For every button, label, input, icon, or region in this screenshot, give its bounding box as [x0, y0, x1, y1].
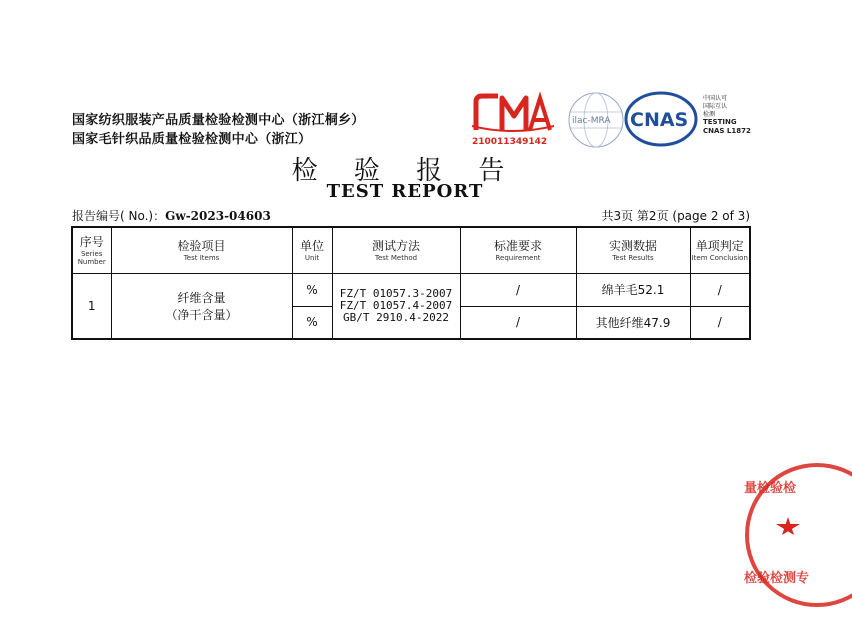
series-cell: 1: [72, 273, 111, 339]
item-line1: 纤维含量: [177, 290, 226, 305]
item-line2: （净干含量）: [165, 307, 238, 322]
header-conclusion: 单项判定 Item Conclusion: [690, 227, 750, 273]
requirement-cell-1: /: [460, 273, 576, 306]
report-title-en: TEST REPORT: [326, 181, 484, 202]
method-line2: FZ/T 01057.4-2007: [339, 298, 453, 312]
cnas-logo-icon: [626, 93, 751, 145]
organization-name-line1: 国家纺织服装产品质量检验检测中心（浙江桐乡）: [72, 113, 365, 128]
cnas-text-2: 国际互认: [703, 103, 728, 110]
header-items: 检验项目 Test Items: [111, 227, 292, 273]
result-cell-2: 其他纤维47.9: [576, 306, 690, 339]
result-cell-1: 绵羊毛52.1: [576, 273, 690, 306]
header-results: 实测数据 Test Results: [576, 227, 690, 273]
table-header-row: [72, 227, 750, 273]
method-line3: GB/T 2910.4-2022: [343, 310, 449, 324]
cma-number: 210011349142: [472, 137, 548, 147]
method-cell: [332, 273, 460, 339]
seal-text-top: 量检验检: [744, 481, 797, 496]
unit-cell-2: %: [292, 306, 332, 339]
accreditation-logos: [468, 90, 768, 150]
report-number: [72, 207, 271, 224]
official-seal-stamp: [742, 460, 852, 610]
cnas-text-4: TESTING: [703, 118, 737, 126]
seal-text-bottom: 检验检测专: [744, 571, 810, 586]
ilac-mra-icon: [569, 93, 623, 147]
requirement-cell-2: /: [460, 306, 576, 339]
seal-star-icon: [776, 517, 800, 535]
header-method: 测试方法 Test Method: [332, 227, 460, 273]
report-title-cn: 检 验 报 告: [291, 156, 519, 186]
results-table: [71, 226, 751, 340]
cnas-text-1: 中国认可: [703, 95, 728, 102]
unit-cell-1: %: [292, 273, 332, 306]
report-number-value: Gw-2023-04603: [165, 209, 271, 223]
header-series: 序号 Series Number: [72, 227, 111, 273]
header-unit: 单位 Unit: [292, 227, 332, 273]
page-info: 共3页 第2页 (page 2 of 3): [601, 209, 750, 223]
method-line1: FZ/T 01057.3-2007: [339, 286, 453, 300]
ilac-text: ilac-MRA: [572, 116, 611, 126]
report-number-label: 报告编号( No.)：: [72, 209, 166, 223]
organization-name-line2: 国家毛针织品质量检验检测中心（浙江）: [72, 132, 312, 147]
cnas-text-5: CNAS L1872: [703, 127, 751, 135]
item-cell: [111, 273, 292, 339]
conclusion-cell-2: /: [690, 306, 750, 339]
cnas-text-3: 检测: [703, 111, 716, 118]
cma-logo-icon: [472, 96, 554, 147]
conclusion-cell-1: /: [690, 273, 750, 306]
cnas-logo-text: CNAS: [630, 109, 689, 131]
table-row: [72, 273, 750, 306]
header-requirement: 标准要求 Requirement: [460, 227, 576, 273]
